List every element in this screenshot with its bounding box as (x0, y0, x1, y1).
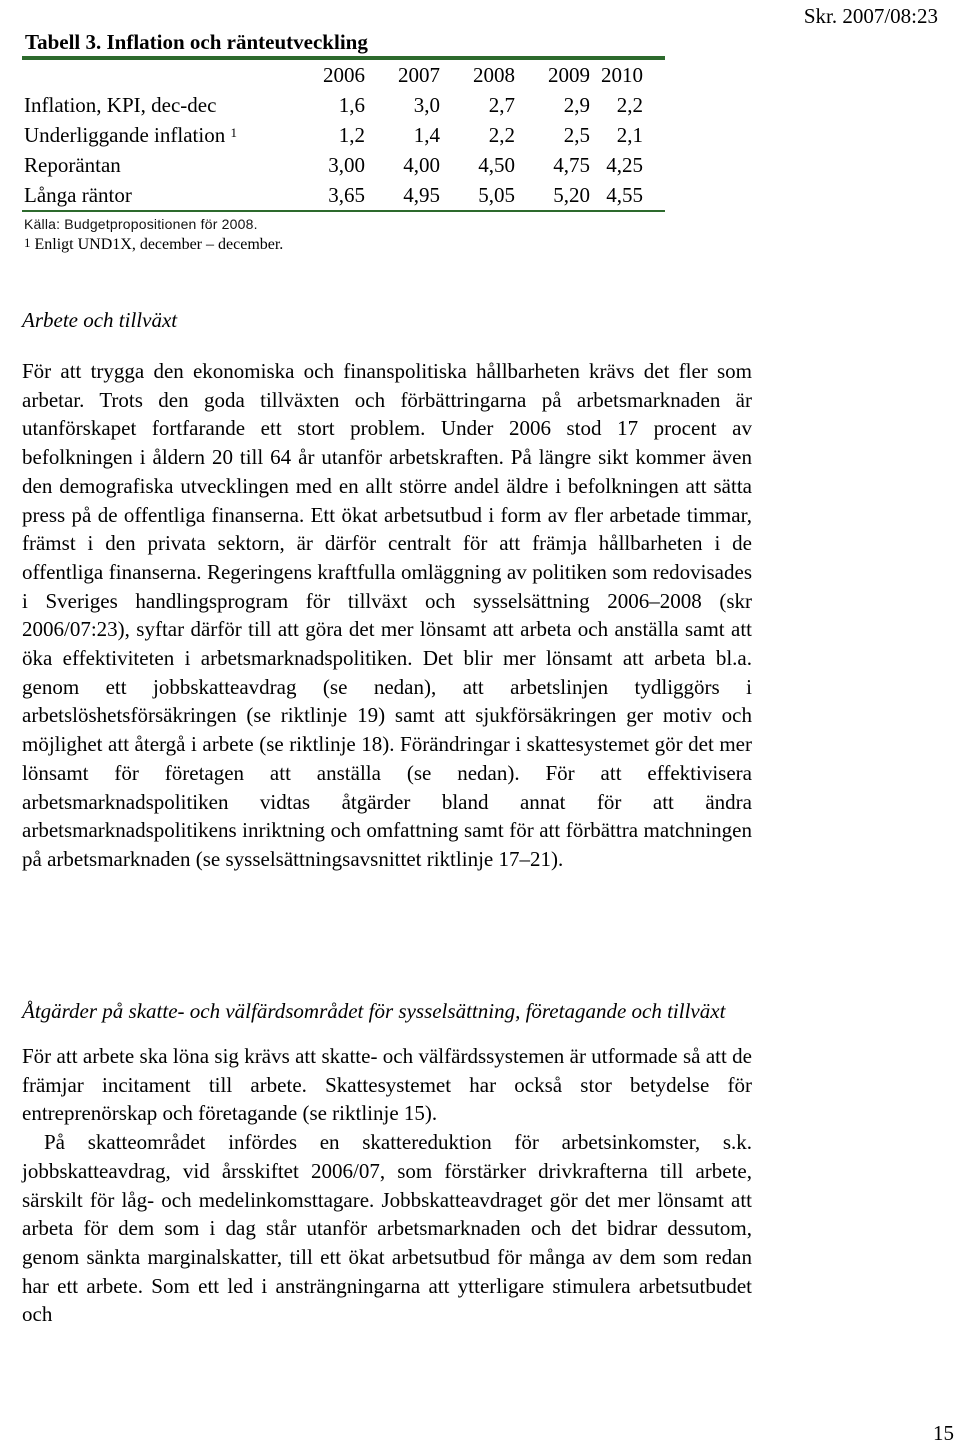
table-cell: 2,1 (616, 123, 643, 147)
header-empty-cell (22, 60, 290, 90)
row-label (22, 90, 290, 120)
footnote-marker: 1 (24, 235, 31, 250)
row-label-text: Inflation, KPI, dec-dec (24, 93, 217, 117)
table-cell: 1,4 (413, 123, 440, 147)
row-label-text: Reporäntan (24, 153, 121, 177)
row-label (22, 120, 290, 150)
table-cell: 3,65 (328, 183, 365, 207)
table-cell: 4,75 (553, 153, 590, 177)
year-header: 2008 (473, 63, 515, 87)
footnote-marker: 1 (230, 125, 237, 140)
table-cell: 4,95 (403, 183, 440, 207)
table-cell: 1,2 (338, 123, 365, 147)
table-header-row (22, 60, 665, 90)
page-number: 15 (933, 1421, 954, 1445)
section-heading: Åtgärder på skatte- och välfärdsområdet för sysselsättning, företagande och tillväxt (22, 999, 726, 1023)
table-row (22, 90, 665, 120)
table-footnote (22, 234, 665, 256)
year-header: 2007 (398, 63, 440, 87)
year-header: 2006 (323, 63, 365, 87)
table-row (22, 120, 665, 150)
section-atgarder (22, 997, 752, 1329)
table-cell: 2,2 (616, 93, 643, 117)
row-label-text: Underliggande inflation (24, 123, 226, 147)
section-arbete-och-tillvaxt (22, 306, 752, 874)
body-paragraph: För att trygga den ekonomiska och finanspolitiska hållbarheten krävs det fler som arbetar. Trots den goda tillväxten och förbättringarna på arbetsmarknaden är utanförskapet fortfarande ett stort problem. Under 2006 stod 17 procent av befolkningen i åldern 20 till 64 år utanför arbetskraften. På längre sikt kommer även den demografiska utvecklingen med en allt större andel äldre i befolkningen att sätta press på de offentliga finanserna. Ett ökat arbetsutbud i form av fler arbetade timmar, främst i den privata sektorn, är därför centralt för att främja hållbarheten i de offentliga finanserna. Regeringens kraftfulla omläggning av politiken som redovisades i Sveriges handlingsprogram för tillväxt och sysselsättning 2006–2008 (skr 2006/07:23), syftar därför till att göra det mer lönsamt att arbeta och anställa samt att öka effektiviteten i arbetsmarknadspolitiken. Det blir mer lönsamt att arbeta bl.a. genom ett jobbskatteavdrag (se nedan), att arbetslinjen tydliggörs i arbetslöshetsförsäkringen (se riktlinje 19) samt att sjukförsäkringen ger motiv och möjlighet att återgå i arbete (se riktlinje 18). Förändringar i skattesystemet gör det mer lönsamt för företagen att anställa (se nedan). För att effektivisera arbetsmarknadspolitiken vidtas åtgärder bland annat för att ändra arbetsmarknadspolitikens inriktning och omfattning samt för att förbättra matchningen på arbetsmarknaden (se sysselsättningsavsnittet riktlinje 17–21). (22, 359, 752, 871)
row-label-text: Långa räntor (24, 183, 132, 207)
table-cell: 5,20 (553, 183, 590, 207)
table-cell: 4,55 (606, 183, 643, 207)
table-title: Tabell 3. Inflation och ränteutveckling (25, 30, 368, 54)
body-paragraph: För att arbete ska löna sig krävs att skatte- och välfärdssystemen är utformade så att de främjar incitament till arbete. Skattesystemet har också stor betydelse för entreprenörskap och företagande (se riktlinje 15). (22, 1044, 752, 1126)
table-cell: 2,2 (488, 123, 515, 147)
year-header: 2010 (601, 63, 643, 87)
table-row (22, 180, 665, 210)
table-cell: 3,00 (328, 153, 365, 177)
year-header: 2009 (548, 63, 590, 87)
table-cell: 2,9 (563, 93, 590, 117)
table-bottom-rule (22, 210, 665, 212)
table-cell: 3,0 (413, 93, 440, 117)
table-cell: 2,5 (563, 123, 590, 147)
table-cell: 1,6 (338, 93, 365, 117)
table-cell: 2,7 (488, 93, 515, 117)
inflation-table (22, 60, 665, 210)
table-row (22, 150, 665, 180)
inflation-table-block (22, 28, 665, 256)
table-cell: 4,25 (606, 153, 643, 177)
table-source: Källa: Budgetpropositionen för 2008. (24, 216, 258, 232)
table-cell: 4,50 (478, 153, 515, 177)
document-reference: Skr. 2007/08:23 (803, 4, 938, 28)
footnote-text: Enligt UND1X, december – december. (34, 236, 284, 253)
section-heading: Arbete och tillväxt (22, 308, 178, 332)
row-label (22, 150, 290, 180)
row-label (22, 180, 290, 210)
body-paragraph: På skatteområdet infördes en skattereduktion för arbetsinkomster, s.k. jobbskatteavdrag, vid årsskiftet 2006/07, som förstärker drivkrafterna till arbete, särskilt för låg- och medelinkomsttagare. Jobbskatteavdraget gör det mer lönsamt att arbeta för dem som i dag står utanför arbetsmarknaden och det bidrar dessutom, genom sänkta marginalskatter, till ett ökat arbetsutbud för många av dem som redan har ett arbete. Som ett led i ansträngningarna att ytterligare stimulera arbetsutbudet och (22, 1130, 752, 1327)
table-cell: 5,05 (478, 183, 515, 207)
table-cell: 4,00 (403, 153, 440, 177)
